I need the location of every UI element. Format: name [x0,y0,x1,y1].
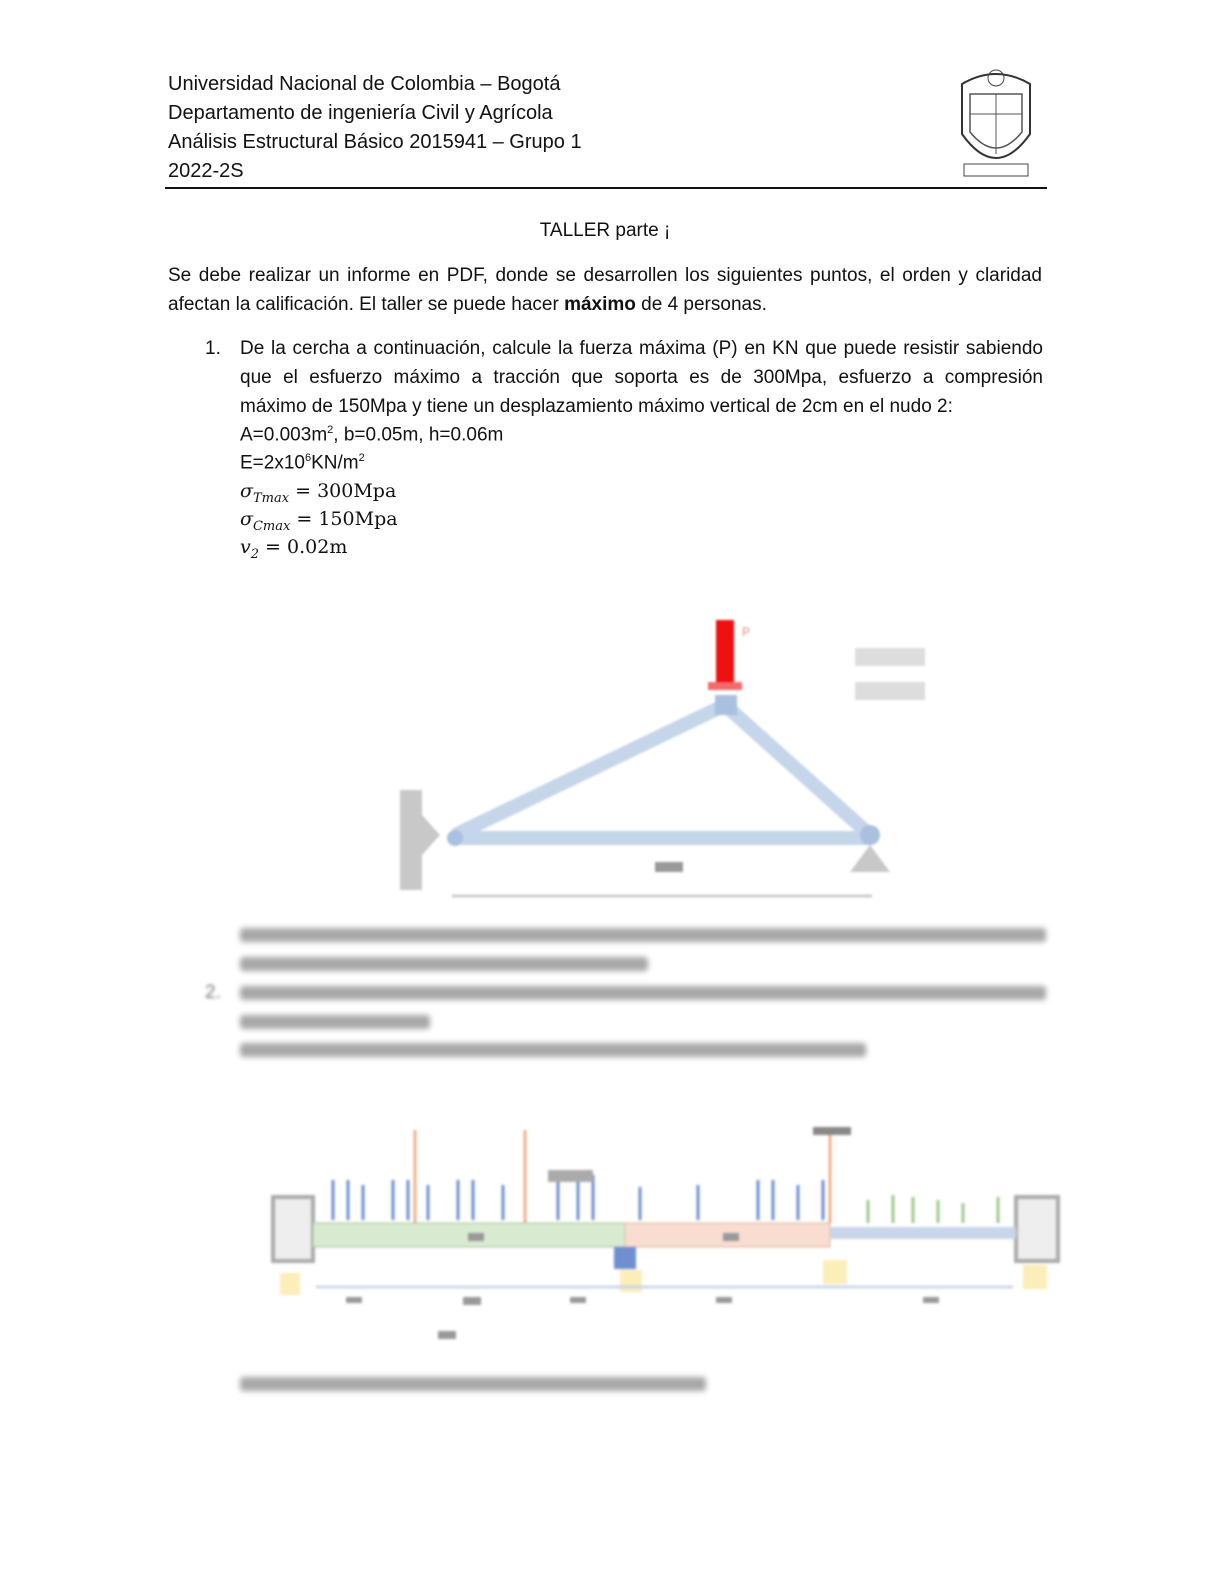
v: v [240,536,251,558]
sigma-tension [240,480,396,506]
node-3 [860,825,880,845]
angle-label-2 [855,682,925,700]
intro-text: afectan la calificación. El taller se puede hacer [168,294,565,315]
exp: 2 [327,424,334,436]
node-label [1023,1265,1047,1289]
pin-support [422,815,440,855]
node-2 [715,695,737,715]
wall-support [400,790,422,890]
sub: 2 [250,546,260,562]
segment-label [723,1233,739,1241]
load-label [813,1127,851,1135]
item-1-number: 1. [205,338,221,359]
header-semester: 2022-2S [168,160,244,182]
node-label [620,1270,642,1292]
item-1-line: máximo de 150Mpa y tiene un desplazamiento máximo vertical de 2cm en el nudo 2: [240,396,953,417]
left-fixed-support [273,1197,313,1261]
val: = 300Mpa [289,480,397,502]
e-post: KN/m [311,452,359,474]
dims: , b=0.05m, h=0.06m [333,424,504,446]
e-exp: 6 [304,452,312,464]
sigma: σ [240,508,253,530]
item-1-line: De la cercha a continuación, calcule la fuerza máxima (P) en KN que puede resistir sabiendo [240,338,1043,359]
item-2-number: 2. [205,982,221,1003]
header-course: Análisis Estructural Básico 2015941 – Grupo 1 [168,131,582,153]
item-1-line: que el esfuerzo máximo a tracción que soporta es de 300Mpa, esfuerzo a compresión [240,367,1043,388]
middle-support [614,1247,636,1269]
truss-diagram [390,600,950,910]
load-arrow-head [708,682,742,690]
displacement [240,536,347,562]
load-label [548,1170,593,1182]
distributed-load-green [868,1195,998,1223]
page-title: TALLER parte ¡ [539,220,671,241]
header-department: Departamento de ingeniería Civil y Agrícola [168,102,553,124]
segment-label [468,1233,484,1241]
node-label [823,1260,847,1284]
load-arrow [716,620,734,690]
university-seal-logo [950,64,1042,182]
point-loads [415,1130,830,1223]
val: = 150Mpa [290,508,398,530]
area-dims [240,424,503,446]
intro-text-end: de 4 personas. [635,294,767,315]
roller-support [850,845,890,872]
sigma: σ [240,480,253,502]
beam-diagram [268,1115,1068,1345]
modulus [240,452,365,474]
val: = 0.02m [259,536,348,558]
beam-segment-3 [830,1227,1016,1239]
intro-line-1: Se debe realizar un informe en PDF, donde se desarrollen los siguientes puntos, el orden y claridad [168,265,1042,286]
area: A=0.003m [240,424,328,446]
load-label: P [742,625,751,639]
sub: Cmax [252,518,291,534]
blurred-text [240,1015,430,1029]
span-label [655,862,683,872]
blurred-text [240,986,1046,1000]
header-university: Universidad Nacional de Colombia – Bogotá [168,73,561,95]
sigma-compression [240,508,398,534]
header-rule [165,187,1047,189]
blurred-text [240,1043,866,1057]
blurred-text [240,928,1046,942]
blurred-text [240,1377,706,1391]
member-2-3 [725,705,870,835]
angle-label-1 [855,648,925,666]
node-1 [447,830,463,846]
blurred-text [240,957,648,971]
dimension-labels [346,1297,939,1339]
e-pre: E=2x10 [240,452,305,474]
node-label [280,1273,300,1295]
sub: Tmax [252,490,290,506]
intro-bold: máximo [564,294,636,315]
right-fixed-support [1016,1197,1058,1261]
member-1-2 [455,705,725,835]
e-sq: 2 [358,452,365,464]
intro-line-2 [168,294,767,316]
